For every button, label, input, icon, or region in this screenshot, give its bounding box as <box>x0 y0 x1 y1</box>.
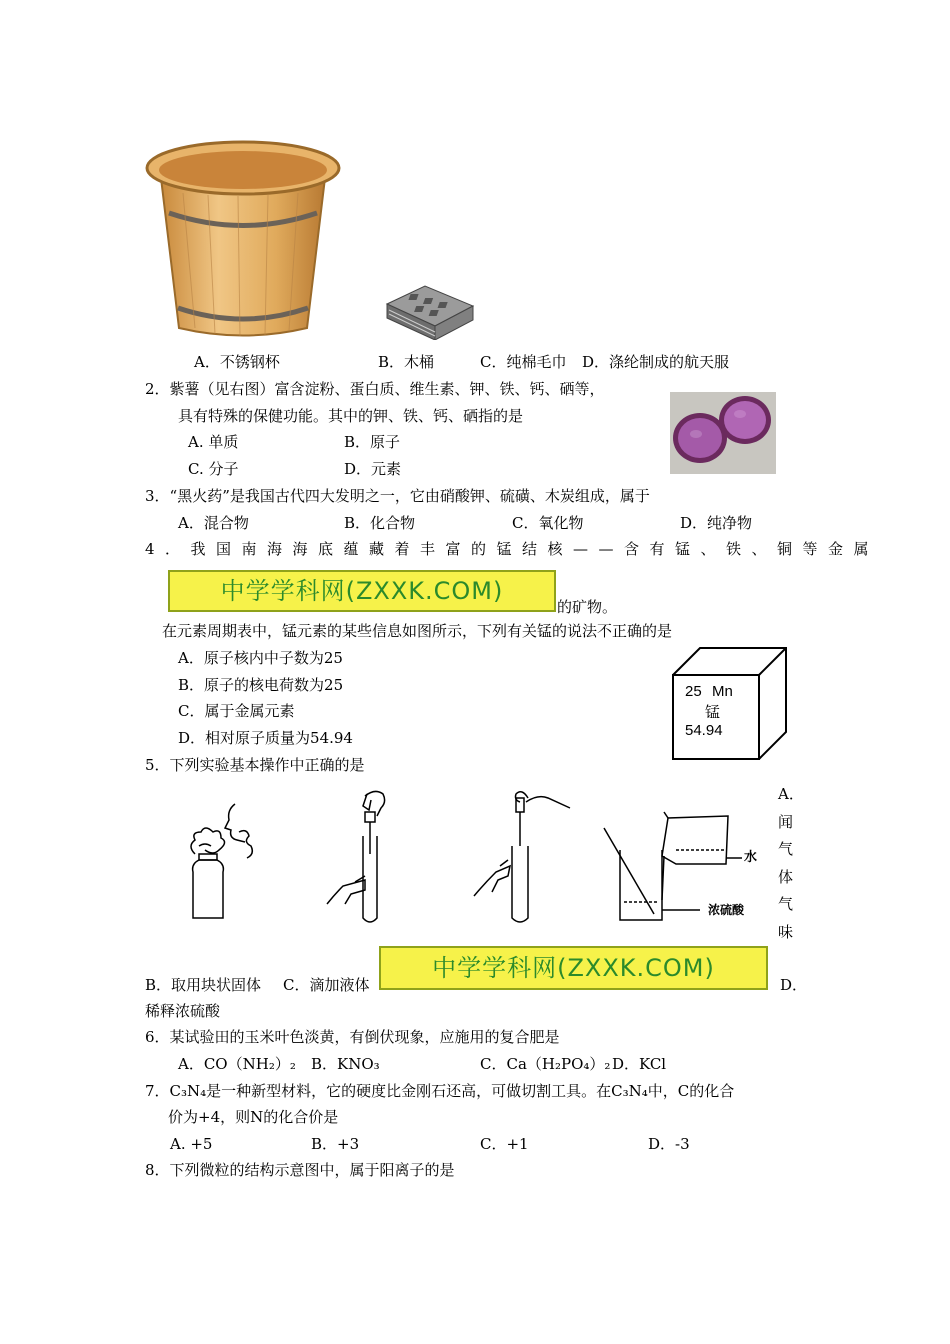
q5-option-b: B．取用块状固体 <box>145 976 262 994</box>
q4-stem-line3: 在元素周期表中，锰元素的某些信息如图所示，下列有关锰的说法不正确的是 <box>162 622 673 640</box>
q4-option-d: D．相对原子质量为54.94 <box>178 729 353 747</box>
element-symbol: Mn <box>712 683 733 700</box>
element-atomic-number: 25 <box>685 683 702 700</box>
q2-stem-line1: 2．紫薯（见右图）富含淀粉、蛋白质、维生素、钾、铁、钙、硒等， <box>145 380 605 398</box>
q7-option-d: D．-3 <box>648 1135 690 1153</box>
q7-option-c: C．+1 <box>480 1135 529 1153</box>
q5-option-a-vertical <box>778 781 804 946</box>
q1-option-d: D．涤纶制成的航天服 <box>582 353 730 371</box>
q4-option-b: B．原子的核电荷数为25 <box>178 676 344 694</box>
manganese-element-card <box>672 646 788 762</box>
q3-option-a: A．混合物 <box>178 514 249 532</box>
q5-option-d-text: 稀释浓硫酸 <box>145 1002 221 1020</box>
q2-stem-line2: 具有特殊的保健功能。其中的钾、铁、钙、硒指的是 <box>178 407 524 425</box>
element-atomic-mass: 54.94 <box>685 722 723 739</box>
q8-stem: 8．下列微粒的结构示意图中，属于阳离子的是 <box>145 1161 455 1179</box>
smell-gas-diagram <box>185 802 257 924</box>
q2-option-a: A. 单质 <box>188 433 239 451</box>
q5-option-a-char: 味 <box>778 922 794 941</box>
q3-option-d: D．纯净物 <box>680 514 753 532</box>
q2-option-d: D．元素 <box>344 460 402 478</box>
sweet-potato-image <box>670 392 776 474</box>
q7-stem-line2: 价为+4，则N的化合价是 <box>168 1108 339 1126</box>
q4-stem-line2-suffix: 的矿物。 <box>557 598 618 616</box>
q5-option-a-char: 体 <box>778 867 794 886</box>
q6-stem: 6．某试验田的玉米叶色淡黄，有倒伏现象，应施用的复合肥是 <box>145 1028 560 1046</box>
q4-option-a: A．原子核内中子数为25 <box>178 649 343 667</box>
q7-stem-line1: 7．C₃N₄是一种新型材料，它的硬度比金刚石还高，可做切割工具。在C₃N₄中，C的化合 <box>145 1082 735 1100</box>
label-concentrated-acid: 浓硫酸 <box>708 903 745 917</box>
q5-option-a-char: A． <box>778 785 804 803</box>
q2-option-c: C. 分子 <box>188 460 239 478</box>
cotton-towel-image <box>385 282 475 340</box>
q2-option-b: B．原子 <box>344 433 401 451</box>
q7-option-a: A. +5 <box>170 1135 213 1153</box>
q5-stem: 5．下列实验基本操作中正确的是 <box>145 756 365 774</box>
drop-liquid-diagram <box>470 786 574 926</box>
q4-stem-line1: 4．我国南海海底蕴藏着丰富的锰结核——含有锰、铁、铜等金属 <box>145 540 880 558</box>
q5-option-a-char: 闻 <box>778 812 794 831</box>
q5-option-a-char: 气 <box>778 840 794 858</box>
q7-option-b: B．+3 <box>311 1135 360 1153</box>
q3-stem: 3．“黑火药”是我国古代四大发明之一，它由硝酸钾、硫磺、木炭组成，属于 <box>145 487 650 505</box>
q6-option-b: B．KNO₃ <box>311 1055 380 1073</box>
zxxk-watermark-banner: 中学学科网(ZXXK.COM) <box>168 570 556 612</box>
take-solid-diagram <box>325 786 395 926</box>
q6-option-a: A．CO（NH₂）₂ <box>178 1055 296 1073</box>
q5-option-a-char: 气 <box>778 895 794 913</box>
q3-option-c: C．氧化物 <box>512 514 584 532</box>
element-name: 锰 <box>705 703 721 721</box>
label-water: 水 <box>744 850 758 865</box>
q6-option-c: C．Ca（H₂PO₄）₂ <box>480 1055 611 1073</box>
q1-option-c: C．纯棉毛巾 <box>480 353 567 371</box>
zxxk-watermark-banner-2: 中学学科网(ZXXK.COM) <box>379 946 768 990</box>
q4-option-c: C．属于金属元素 <box>178 702 295 720</box>
q5-option-c: C．滴加液体 <box>283 976 370 994</box>
q5-option-d-label: D． <box>780 976 808 994</box>
q3-option-b: B．化合物 <box>344 514 416 532</box>
wooden-bucket-image <box>143 138 343 343</box>
q1-option-b: B．木桶 <box>378 353 435 371</box>
q1-option-a: A．不锈钢杯 <box>194 353 280 371</box>
q6-option-d: D．KCl <box>612 1055 667 1073</box>
